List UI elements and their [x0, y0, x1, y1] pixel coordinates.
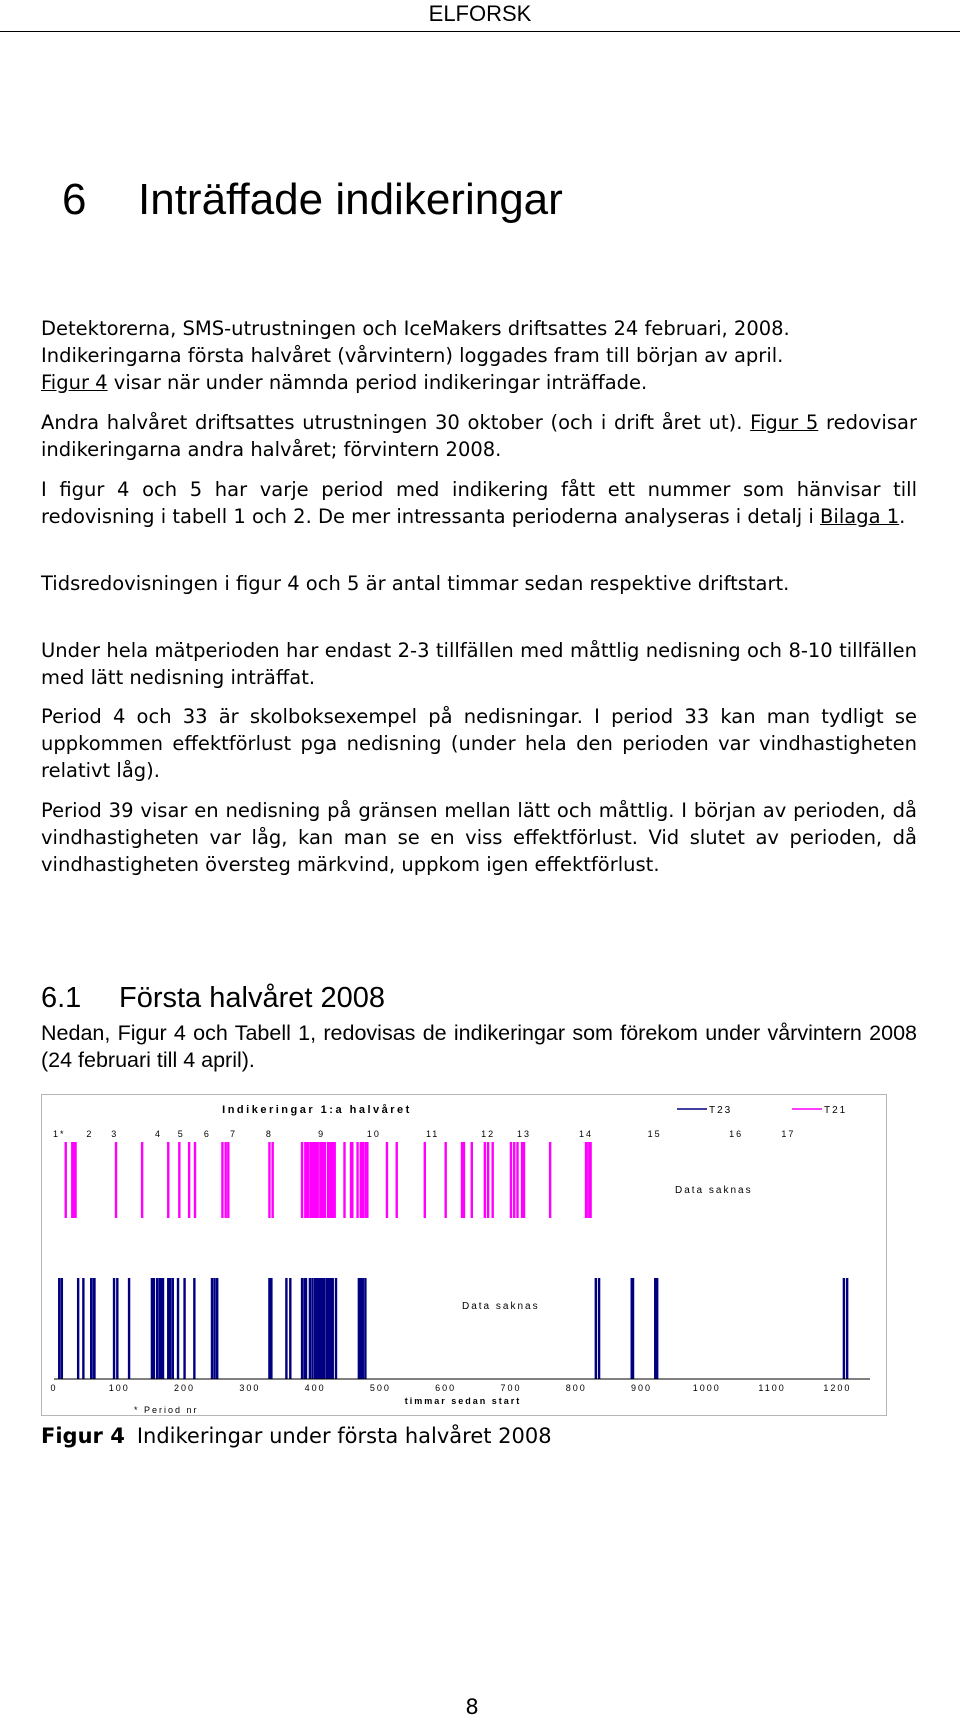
t21-bar — [188, 1142, 190, 1218]
t23-bar — [169, 1278, 171, 1379]
chart-title: Indikeringar 1:a halvåret — [222, 1104, 412, 1116]
t23-bar — [846, 1278, 848, 1379]
t21-bar — [523, 1142, 525, 1218]
period-labels — [53, 1129, 795, 1139]
paragraph-1 — [41, 315, 917, 396]
section-title: Första halvåret 2008 — [119, 982, 385, 1014]
t23-bar — [58, 1278, 60, 1379]
p1-line2: Indikeringarna första halvåret (vårvintern) loggades fram till början av april. — [41, 344, 784, 367]
period-label: 12 — [481, 1129, 496, 1139]
t23-bar — [153, 1278, 155, 1379]
t21-bar — [194, 1142, 196, 1218]
t23-bar — [309, 1278, 311, 1379]
section-number: 6.1 — [41, 982, 82, 1014]
figur-4-link[interactable]: Figur 4 — [41, 371, 108, 394]
period-label: 4 — [154, 1129, 162, 1139]
p3-end: . — [899, 505, 906, 528]
t21-bar — [484, 1142, 486, 1218]
t21-bar — [356, 1142, 358, 1218]
p3-text: I figur 4 och 5 har varje period med indikering fått ett nummer som hänvisar till redovisning i tabell 1 och 2. De mer intressanta perioderna analyseras i detalj i — [41, 478, 917, 528]
period-label: 9 — [318, 1129, 326, 1139]
t23-bar — [323, 1278, 325, 1379]
t23-bar — [172, 1278, 174, 1379]
t21-bar — [301, 1142, 303, 1218]
t21-bar — [115, 1142, 117, 1218]
period-label: 11 — [425, 1129, 440, 1139]
t23-bar — [632, 1278, 634, 1379]
missing-data-label-bottom: Data saknas — [462, 1301, 540, 1312]
t21-bar — [463, 1142, 465, 1218]
t21-bar — [307, 1142, 309, 1218]
t21-bar — [317, 1142, 319, 1218]
period-label: 17 — [781, 1129, 796, 1139]
t23-bar — [335, 1278, 337, 1379]
t21-bars — [65, 1142, 592, 1218]
t23-bar — [128, 1278, 130, 1379]
t23-bar — [77, 1278, 79, 1379]
p2-text2: redovisar indikeringarna andra halvåret; förvintern 2008. — [41, 411, 917, 461]
t23-bar — [162, 1278, 164, 1379]
chapter-title: Inträffade indikeringar — [138, 175, 563, 224]
t23-bar — [211, 1278, 213, 1379]
paragraph-4: Tidsredovisningen i figur 4 och 5 är antal timmar sedan respektive driftstart. — [41, 572, 790, 595]
p1-line1: Detektorerna, SMS-utrustningen och IceMakers driftsattes 24 februari, 2008. — [41, 317, 790, 340]
t21-bar — [362, 1142, 364, 1218]
t21-bar — [396, 1142, 398, 1218]
p2-text1: Andra halvåret driftsattes utrustningen 30 oktober (och i drift året ut). — [41, 411, 743, 434]
x-tick-label: 1000 — [692, 1383, 721, 1393]
chart-svg — [42, 1095, 888, 1417]
t21-bar — [324, 1142, 326, 1218]
chapter-heading — [62, 172, 563, 228]
t23-bar — [113, 1278, 115, 1379]
t21-bar — [513, 1142, 515, 1218]
legend-t21-label: T21 — [824, 1105, 848, 1116]
x-tick-label: 1200 — [823, 1383, 852, 1393]
t23-bar — [364, 1278, 366, 1379]
x-tick-label: 200 — [174, 1383, 196, 1393]
period-label: 14 — [579, 1129, 594, 1139]
t23-bar — [90, 1278, 92, 1379]
t23-bar — [595, 1278, 597, 1379]
t21-bar — [227, 1142, 229, 1218]
x-tick-label: 100 — [108, 1383, 130, 1393]
t21-bar — [224, 1142, 226, 1218]
t23-bar — [598, 1278, 600, 1379]
x-tick-label: 800 — [565, 1383, 587, 1393]
t21-bar — [334, 1142, 336, 1218]
t23-bar — [332, 1278, 334, 1379]
t21-bar — [589, 1142, 591, 1218]
t21-bar — [516, 1142, 518, 1218]
x-tick-label: 500 — [369, 1383, 391, 1393]
t23-bar — [843, 1278, 845, 1379]
paragraph-3 — [41, 476, 917, 530]
figure-caption — [41, 1422, 552, 1450]
x-tick-label: 900 — [631, 1383, 653, 1393]
paragraph-2 — [41, 409, 917, 463]
t21-bar — [487, 1142, 489, 1218]
t21-bar — [386, 1142, 388, 1218]
t21-bar — [351, 1142, 353, 1218]
t21-bar — [65, 1142, 67, 1218]
paragraph-5: Under hela mätperioden har endast 2-3 tillfällen med måttlig nedisning och 8-10 tillfällen med lätt nedisning inträffat. — [41, 639, 917, 689]
x-axis-label: timmar sedan start — [404, 1396, 522, 1406]
figure-caption-label: Figur 4 — [41, 1424, 125, 1448]
period-label: 5 — [177, 1129, 185, 1139]
t21-bar — [167, 1142, 169, 1218]
period-label: 2 — [86, 1129, 94, 1139]
t23-bar — [61, 1278, 63, 1379]
t21-bar — [585, 1142, 587, 1218]
x-tick-label: 0 — [50, 1383, 58, 1393]
t21-bar — [424, 1142, 426, 1218]
paragraph-7: Period 39 visar en nedisning på gränsen mellan lätt och måttlig. I början av perioden, då vindhastigheten var låg, kan man se en viss effektförlust. Vid slutet av perioden, då vindhastigheten översteg märkvind, uppkom igen effektförlust. — [41, 799, 917, 876]
t23-bar — [193, 1278, 195, 1379]
x-tick-label: 600 — [435, 1383, 457, 1393]
period-label: 6 — [203, 1129, 211, 1139]
figur-5-link[interactable]: Figur 5 — [750, 411, 819, 434]
t23-bar — [656, 1278, 658, 1379]
running-header: ELFORSK — [428, 1, 532, 26]
t23-bar — [213, 1278, 215, 1379]
t21-bar — [444, 1142, 446, 1218]
t23-bar — [177, 1278, 179, 1379]
period-label: 3 — [111, 1129, 119, 1139]
period-label: 15 — [647, 1129, 662, 1139]
t21-bar — [471, 1142, 473, 1218]
t21-bar — [74, 1142, 76, 1218]
period-label: 1* — [52, 1129, 66, 1139]
t23-bar — [183, 1278, 185, 1379]
x-tick-label: 300 — [239, 1383, 261, 1393]
paragraph-6: Period 4 och 33 är skolboksexempel på nedisningar. I period 33 kan man tydligt se uppkommen effektförlust pga nedisning (under hela den perioden var vindhastigheten relativt låg). — [41, 705, 917, 782]
t23-bar — [285, 1278, 287, 1379]
t23-bar — [270, 1278, 272, 1379]
t21-bar — [366, 1142, 368, 1218]
bilaga-1-link[interactable]: Bilaga 1 — [820, 505, 900, 528]
t23-bar — [116, 1278, 118, 1379]
t23-bar — [289, 1278, 291, 1379]
period-label: 13 — [517, 1129, 532, 1139]
x-tick-label: 700 — [500, 1383, 522, 1393]
t21-bar — [268, 1142, 270, 1218]
t23-bar — [311, 1278, 313, 1379]
t21-bar — [221, 1142, 223, 1218]
missing-data-label-top: Data saknas — [675, 1185, 753, 1196]
t21-bar — [343, 1142, 345, 1218]
t23-bar — [216, 1278, 218, 1379]
figure-4-chart — [41, 1094, 887, 1416]
t21-bar — [491, 1142, 493, 1218]
t21-bar — [510, 1142, 512, 1218]
section-intro: Nedan, Figur 4 och Tabell 1, redovisas de indikeringar som förekom under vårvintern 2008 (24 februari till 4 april). — [41, 1021, 917, 1072]
period-label: 7 — [230, 1129, 238, 1139]
header-rule — [0, 31, 960, 32]
x-tick-labels — [50, 1383, 851, 1393]
period-label: 16 — [729, 1129, 744, 1139]
t23-bar — [156, 1278, 158, 1379]
page-number: 8 — [465, 1695, 479, 1719]
x-tick-label: 400 — [304, 1383, 326, 1393]
t21-bar — [178, 1142, 180, 1218]
legend-t23-label: T23 — [709, 1105, 733, 1116]
t23-bar — [93, 1278, 95, 1379]
t23-bar — [82, 1278, 84, 1379]
figure-caption-text: Indikeringar under första halvåret 2008 — [136, 1424, 552, 1448]
t23-bars — [58, 1278, 848, 1379]
t21-bar — [141, 1142, 143, 1218]
t23-bar — [305, 1278, 307, 1379]
chapter-number: 6 — [62, 175, 87, 224]
p1-line3: visar när under nämnda period indikeringar inträffade. — [107, 371, 648, 394]
period-label: 10 — [366, 1129, 381, 1139]
t21-bar — [271, 1142, 273, 1218]
period-footnote: * Period nr — [134, 1405, 199, 1415]
t23-bar — [301, 1278, 303, 1379]
x-tick-label: 1100 — [758, 1383, 786, 1393]
t23-bar — [362, 1278, 364, 1379]
section-heading — [41, 978, 385, 1018]
t21-bar — [549, 1142, 551, 1218]
period-label: 8 — [265, 1129, 273, 1139]
